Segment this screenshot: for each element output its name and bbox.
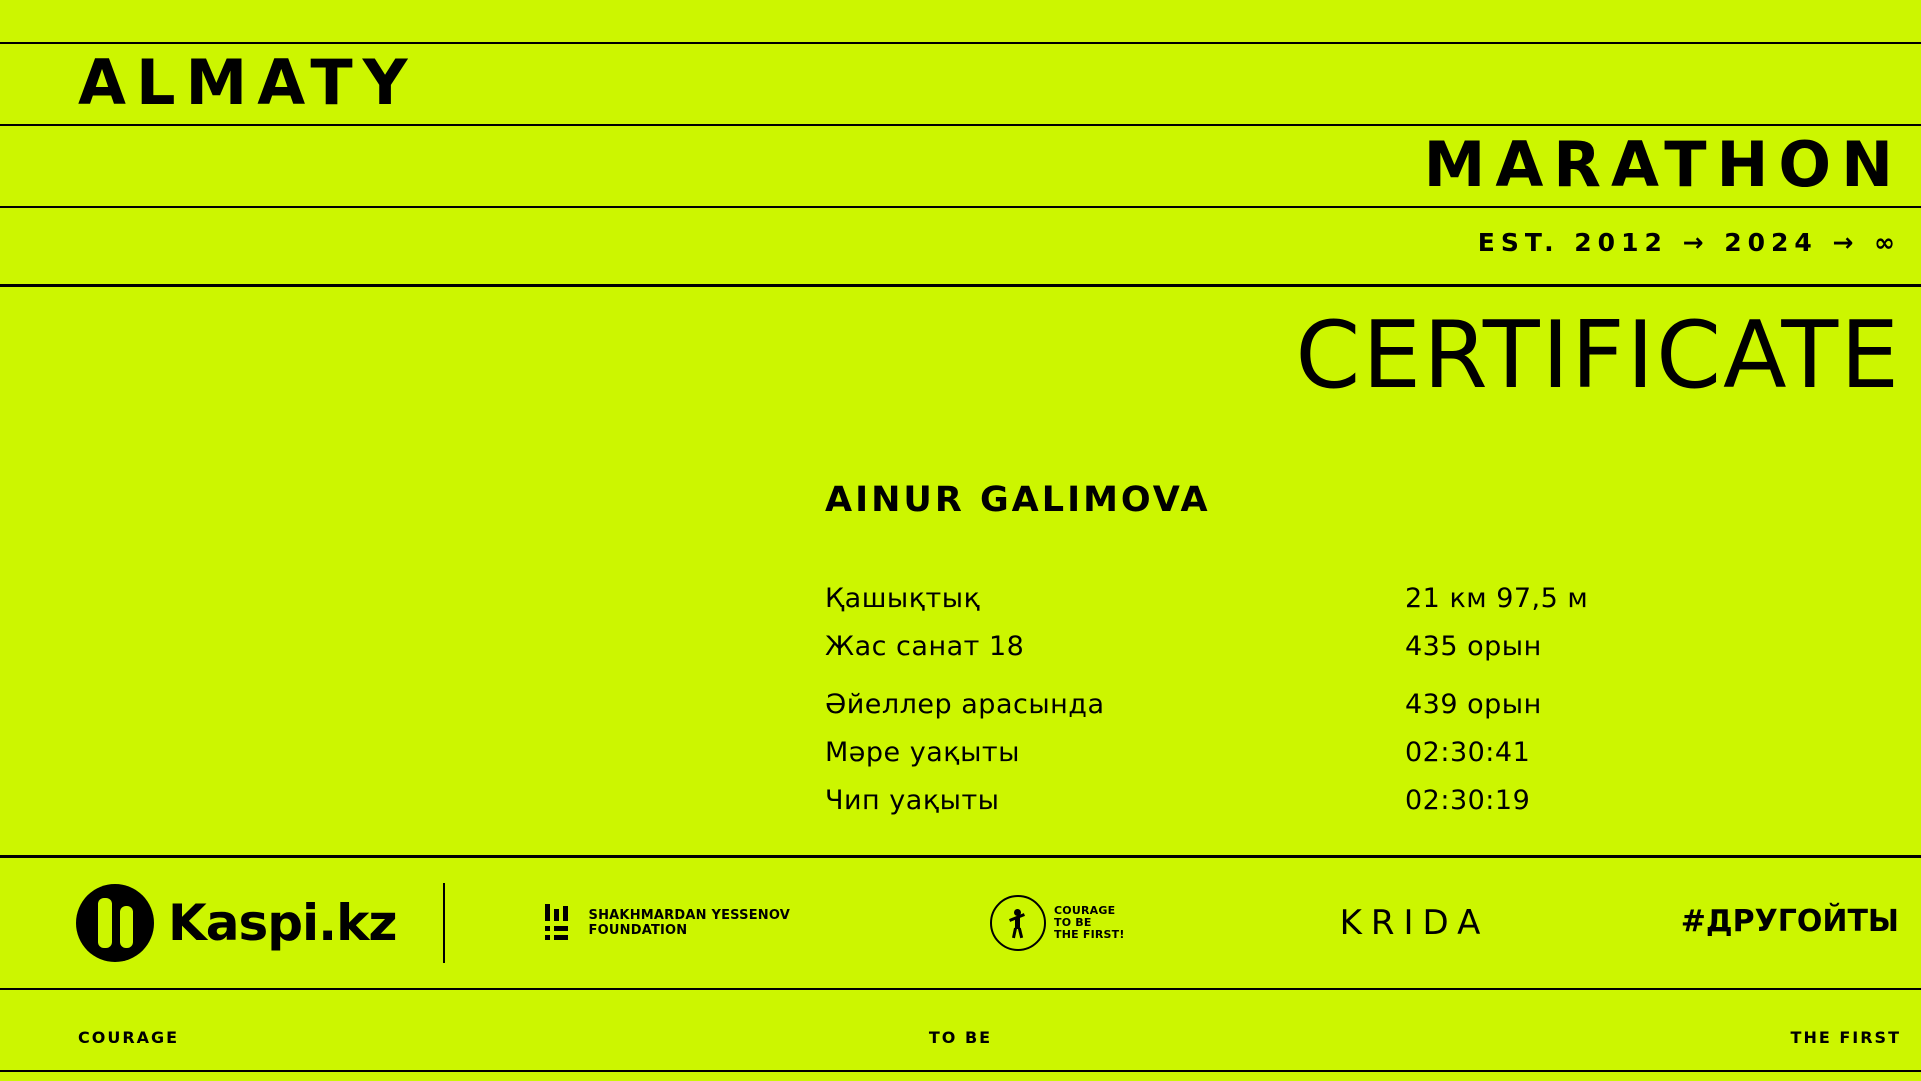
result-label: Мәре уақыты xyxy=(825,737,1020,768)
footer-slogan xyxy=(0,1028,1921,1050)
brand-marathon: MARATHON xyxy=(1423,128,1903,201)
result-value: 02:30:41 xyxy=(1405,737,1531,768)
yessenov-line-2: FOUNDATION xyxy=(588,923,688,938)
yessenov-line-1: SHAKHMARDAN YESSENOV xyxy=(588,908,791,923)
footer-left: COURAGE xyxy=(78,1028,180,1047)
kaspi-logo-icon xyxy=(76,884,154,962)
corporate-fund-logo-icon xyxy=(990,895,1046,951)
runner-name: AINUR GALIMOVA xyxy=(825,480,1211,520)
yessenov-logo-icon xyxy=(545,904,579,942)
sponsor-yessenov xyxy=(545,904,790,942)
result-value: 435 орын xyxy=(1405,631,1542,662)
table-row xyxy=(825,785,1625,833)
rule-header-bottom xyxy=(0,284,1921,287)
footer-right: THE FIRST xyxy=(1790,1028,1901,1047)
table-row xyxy=(825,583,1625,631)
footer-center: TO BE xyxy=(928,1028,993,1047)
result-label: Әйеллер арасында xyxy=(825,689,1105,720)
yessenov-wordmark xyxy=(589,908,790,938)
corporate-fund-wordmark xyxy=(1054,905,1125,941)
brand-established: EST. 2012 → 2024 → ∞ xyxy=(1477,228,1901,257)
sponsor-krida: KRIDA xyxy=(1339,903,1490,943)
sponsor-kaspi xyxy=(76,884,397,962)
rule-footer-bottom xyxy=(0,1070,1921,1072)
sponsor-strip xyxy=(0,858,1921,988)
sponsor-drugoity: #ДРУГОЙТЫ xyxy=(1680,904,1899,939)
corporate-line-3: THE FIRST! xyxy=(1054,928,1125,941)
brand-almaty: ALMATY xyxy=(78,46,418,119)
sponsor-corporate-fund xyxy=(990,895,1125,951)
result-value: 02:30:19 xyxy=(1405,785,1531,816)
rule-top-1 xyxy=(0,42,1921,44)
rule-top-2 xyxy=(0,124,1921,126)
corporate-line-2: TO BE xyxy=(1054,916,1092,929)
page-title: CERTIFICATE xyxy=(1295,301,1901,409)
corporate-line-1: COURAGE xyxy=(1054,904,1116,917)
result-label: Қашықтық xyxy=(825,583,981,614)
kaspi-wordmark: Kaspi.kz xyxy=(168,894,397,952)
rule-top-3 xyxy=(0,206,1921,208)
sponsor-divider xyxy=(443,883,445,963)
result-value: 21 км 97,5 м xyxy=(1405,583,1589,614)
results-table xyxy=(825,583,1625,833)
result-label: Жас санат 18 xyxy=(825,631,1025,662)
result-label: Чип уақыты xyxy=(825,785,1000,816)
result-value: 439 орын xyxy=(1405,689,1542,720)
table-row xyxy=(825,737,1625,785)
table-row xyxy=(825,631,1625,679)
rule-sponsors-bottom xyxy=(0,988,1921,990)
table-row xyxy=(825,689,1625,737)
